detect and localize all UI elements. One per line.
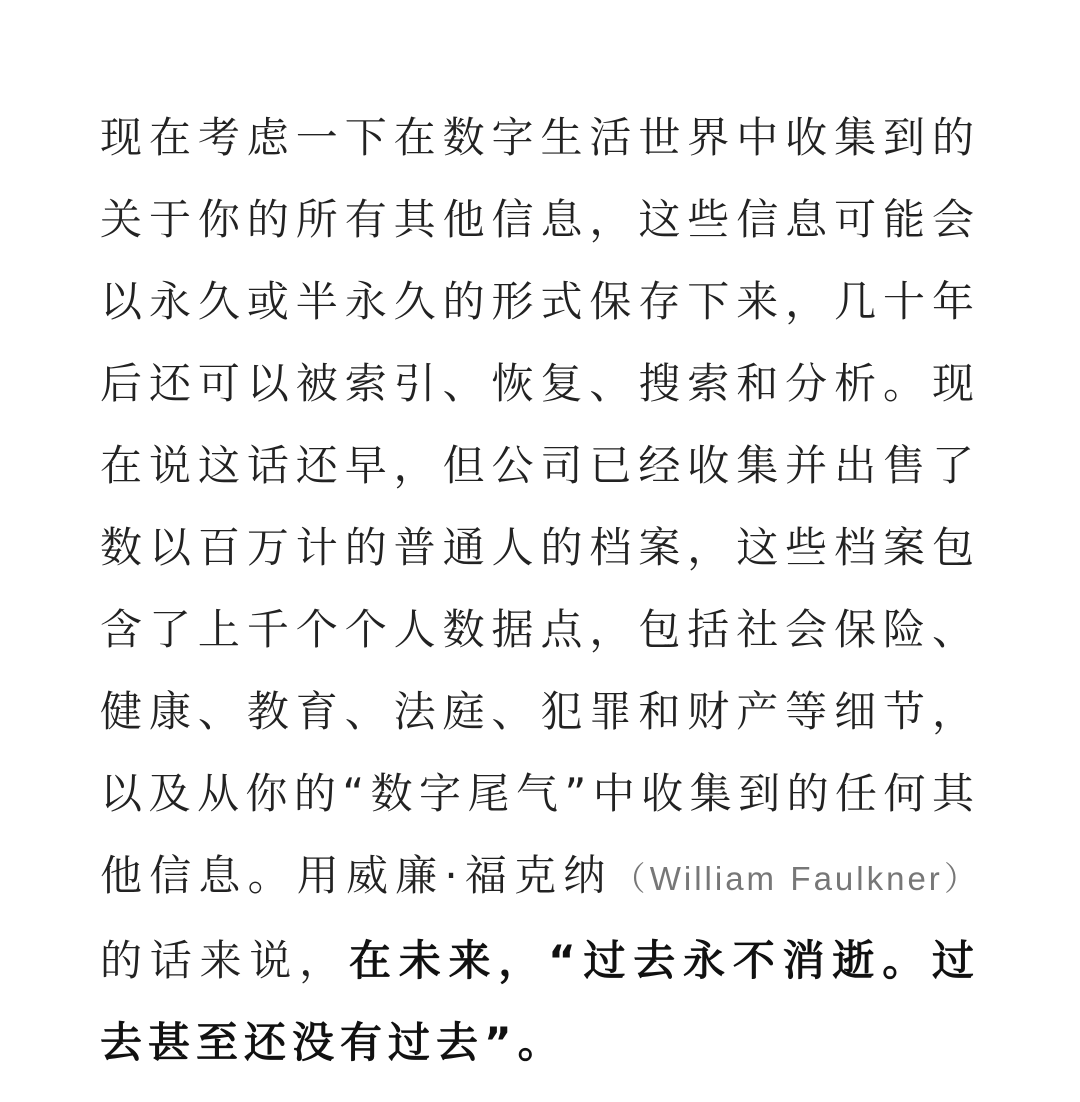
paragraph-text: 现在考虑一下在数字生活世界中收集到的关于你的所有其他信息，这些信息可能会以永久或半永久的形式保存下来，几十年后还可以被索引、恢复、搜索和分析。现在说这话还早，但公司已经收集并出售了数以百万计的普通人的档案，这些档案包含了上千个个人数据点，包括社会保险、健康、教育、法庭、犯罪和财产等细节，以及从你的“数字尾气”中收集到的任何其他信息。用威廉·福克纳 (100, 113, 980, 900)
paragraph-text-continued: 的话来说， (100, 936, 349, 985)
article-body (100, 97, 980, 1084)
english-name-annotation: （William Faulkner） (612, 860, 980, 897)
emphasized-quote: 在未来，“过去永不消逝。过去甚至还没有过去”。 (100, 936, 980, 1067)
article-paragraph (100, 97, 980, 1084)
